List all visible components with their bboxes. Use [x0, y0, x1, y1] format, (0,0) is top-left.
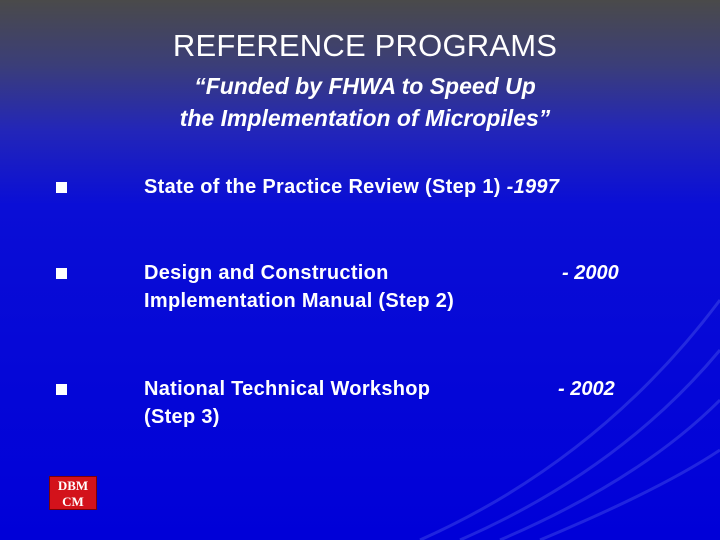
bullet-square-icon: [56, 384, 67, 395]
list-item-3-line2: (Step 3): [144, 406, 220, 428]
list-item-2: [144, 259, 524, 315]
bullet-square-icon: [56, 182, 67, 193]
list-item-1: [144, 173, 564, 201]
logo-text-top: DBM: [57, 478, 89, 493]
dbm-cm-logo: [49, 476, 97, 510]
slide-title: REFERENCE PROGRAMS: [172, 28, 558, 63]
logo-text-bottom: CM: [62, 494, 84, 509]
bullet-square-icon: [56, 268, 67, 279]
list-item-1-text: State of the Practice Review (Step 1): [144, 176, 501, 198]
list-item-2-year: - 2000: [562, 262, 619, 284]
list-item-3: [144, 375, 524, 431]
subtitle-line-1: “Funded by FHWA to Speed Up: [194, 73, 536, 99]
list-item-3-year: - 2002: [558, 378, 615, 400]
list-item-3-line1: National Technical Workshop: [144, 378, 431, 400]
slide-subtitle: [0, 70, 720, 134]
list-item-2-line2: Implementation Manual (Step 2): [144, 290, 455, 312]
list-item-2-line1: Design and Construction: [144, 262, 389, 284]
list-item-1-year: -1997: [506, 176, 560, 198]
subtitle-line-2: the Implementation of Micropiles”: [179, 105, 551, 131]
